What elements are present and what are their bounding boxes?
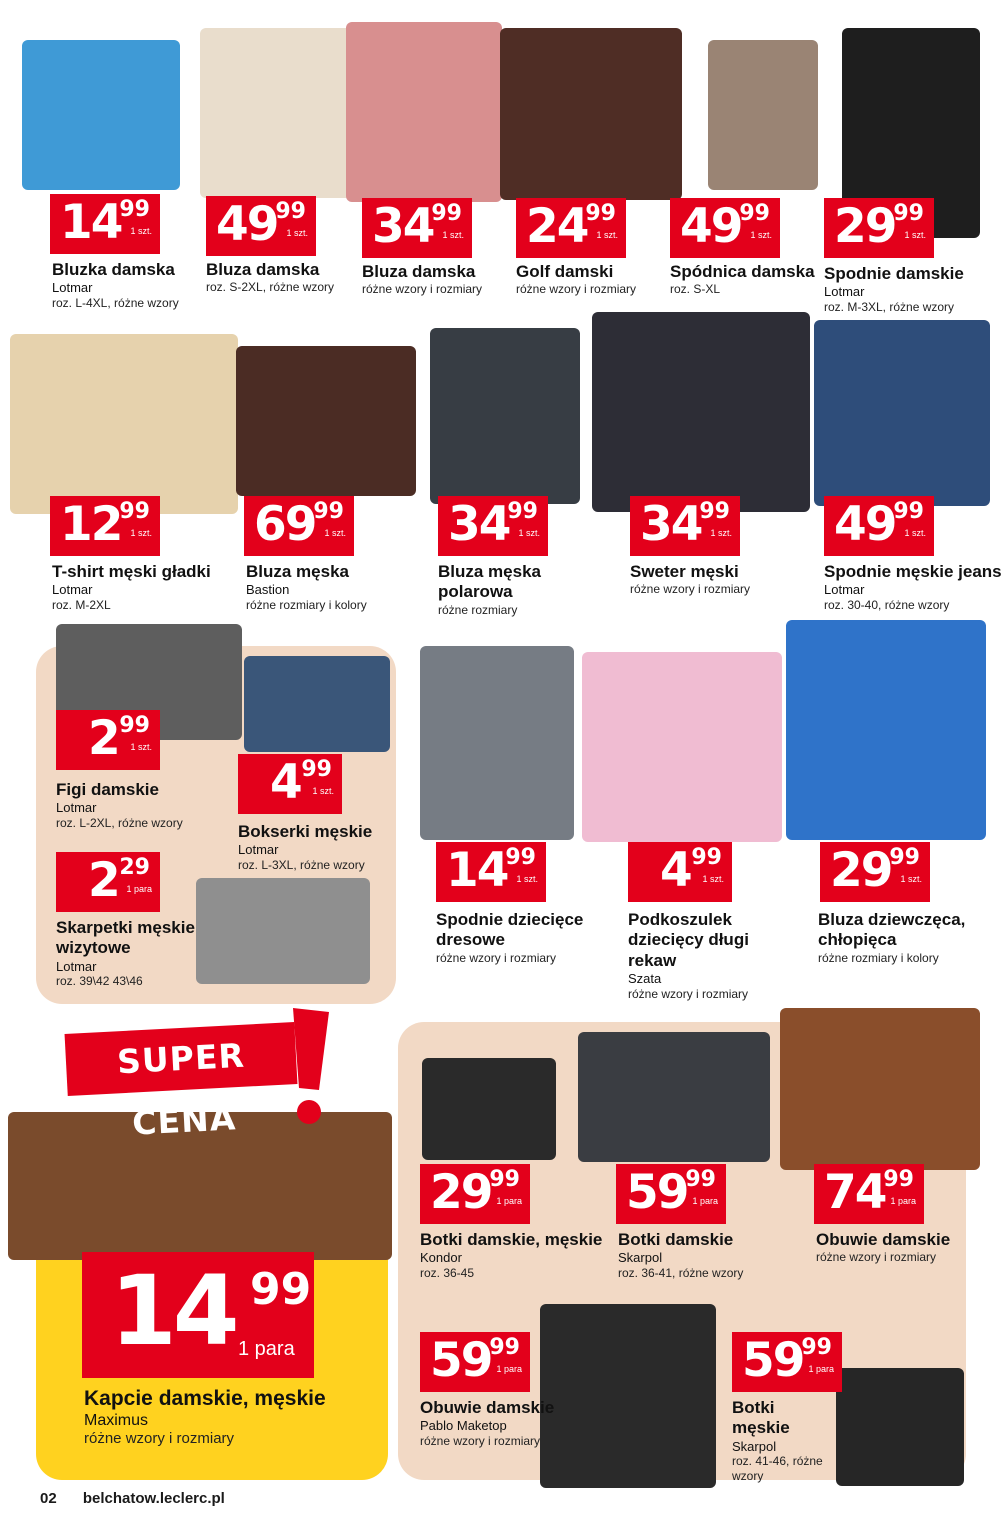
price-integer: 34 xyxy=(640,497,702,552)
product-details: różne rozmiary i kolory xyxy=(246,597,367,612)
product-image xyxy=(22,40,180,190)
price-unit: 1 szt. xyxy=(442,230,464,240)
price-fraction: 99 xyxy=(585,201,616,226)
price-fraction: 99 xyxy=(489,1335,520,1360)
price-tag xyxy=(50,194,160,254)
product-info xyxy=(438,562,578,617)
price-fraction: 99 xyxy=(739,201,770,226)
price-unit: 1 szt. xyxy=(286,228,308,238)
price-fraction: 99 xyxy=(889,845,920,870)
product-brand: Pablo Maketop xyxy=(420,1418,507,1434)
product-info xyxy=(516,262,666,297)
product-name: Obuwie damskie xyxy=(816,1230,951,1249)
product-info xyxy=(630,562,810,597)
price-tag xyxy=(436,842,546,902)
product-name: Bluza dziewczęca, chłopięca xyxy=(818,910,966,950)
product-name: Spodnie dziecięce dresowe xyxy=(436,910,584,950)
product-name: Obuwie damskie xyxy=(420,1398,555,1417)
promo-brand: Maximus xyxy=(84,1412,149,1430)
product-brand: Lotmar xyxy=(52,280,93,296)
product-details: roz. M-3XL, różne wzory xyxy=(824,299,955,314)
product-name: Spodnie damskie xyxy=(824,264,964,283)
price-integer: 12 xyxy=(60,497,122,552)
product-details: różne rozmiary i kolory xyxy=(818,950,939,965)
price-tag xyxy=(814,1164,924,1224)
product-details: różne wzory i rozmiary xyxy=(436,950,557,965)
product-details: roz. S-XL xyxy=(670,282,721,297)
super-cena-badge: SUPER CENA xyxy=(65,1022,298,1096)
price-unit: 1 para xyxy=(126,884,152,894)
price-unit: 1 para xyxy=(496,1364,522,1374)
price-fraction: 99 xyxy=(801,1335,832,1360)
product-brand: Lotmar xyxy=(56,958,97,974)
product-image xyxy=(422,1058,556,1160)
product-image xyxy=(814,320,990,506)
product-brand: Lotmar xyxy=(238,842,279,858)
product-info xyxy=(52,260,202,310)
price-unit: 1 szt. xyxy=(904,230,926,240)
price-tag xyxy=(824,198,934,258)
price-tag xyxy=(670,198,780,258)
price-integer: 29 xyxy=(834,199,896,254)
product-brand: Lotmar xyxy=(824,284,865,300)
product-details: roz. 39\42 43\46 xyxy=(56,974,143,989)
promo-price-tag xyxy=(82,1252,314,1378)
product-image xyxy=(500,28,682,200)
product-image xyxy=(10,334,238,514)
price-integer: 4 xyxy=(270,755,301,810)
price-unit: 1 szt. xyxy=(904,528,926,538)
price-tag xyxy=(420,1164,530,1224)
price-integer: 14 xyxy=(110,1255,236,1367)
price-fraction: 99 xyxy=(313,499,344,524)
product-image xyxy=(346,22,502,202)
price-tag xyxy=(50,496,160,556)
price-unit: 1 szt. xyxy=(516,874,538,884)
price-unit: 1 para xyxy=(238,1338,295,1360)
product-details: różne wzory i rozmiary xyxy=(630,582,751,597)
product-image xyxy=(578,1032,770,1162)
price-integer: 59 xyxy=(430,1333,492,1388)
product-info xyxy=(436,910,586,965)
product-details: roz. 41-46, różne wzory xyxy=(732,1454,823,1483)
product-name: Spodnie męskie jeans xyxy=(824,562,1002,581)
product-info xyxy=(206,260,356,295)
price-tag xyxy=(628,842,732,902)
price-fraction: 99 xyxy=(685,1167,716,1192)
price-fraction: 99 xyxy=(275,199,306,224)
product-brand: Lotmar xyxy=(52,582,93,598)
price-integer: 14 xyxy=(446,843,508,898)
product-image xyxy=(540,1304,716,1488)
price-integer: 34 xyxy=(372,199,434,254)
product-brand: Skarpol xyxy=(732,1438,777,1454)
product-info xyxy=(824,264,994,314)
product-details: roz. L-4XL, różne wzory xyxy=(52,295,179,310)
product-image xyxy=(236,346,416,496)
product-info xyxy=(52,562,232,612)
price-integer: 14 xyxy=(60,195,122,250)
footer xyxy=(40,1490,247,1507)
product-name: Bluza męska xyxy=(246,562,349,581)
price-integer: 74 xyxy=(824,1165,886,1220)
product-name: Botki damskie, męskie xyxy=(420,1230,603,1249)
product-info xyxy=(56,780,226,830)
price-unit: 1 para xyxy=(890,1196,916,1206)
price-unit: 1 szt. xyxy=(130,226,152,236)
price-unit: 1 szt. xyxy=(130,528,152,538)
price-fraction: 29 xyxy=(119,855,150,880)
price-unit: 1 para xyxy=(692,1196,718,1206)
product-details: roz. L-3XL, różne wzory xyxy=(238,857,365,872)
product-info xyxy=(420,1230,610,1280)
product-details: roz. S-2XL, różne wzory xyxy=(206,280,335,295)
price-tag xyxy=(420,1332,530,1392)
product-image xyxy=(708,40,818,190)
price-integer: 29 xyxy=(430,1165,492,1220)
product-info xyxy=(628,910,768,1001)
price-unit: 1 szt. xyxy=(312,786,334,796)
product-name: Bluza damska xyxy=(206,260,320,279)
product-info xyxy=(816,1230,986,1265)
price-integer: 59 xyxy=(742,1333,804,1388)
product-brand: Szata xyxy=(628,971,662,987)
price-tag xyxy=(238,754,342,814)
product-info xyxy=(56,918,206,989)
price-unit: 1 szt. xyxy=(130,742,152,752)
price-tag xyxy=(56,710,160,770)
product-image xyxy=(786,620,986,840)
price-unit: 1 szt. xyxy=(702,874,724,884)
price-tag xyxy=(206,196,316,256)
product-brand: Skarpol xyxy=(618,1250,663,1266)
product-name: Sweter męski xyxy=(630,562,739,581)
price-fraction: 99 xyxy=(699,499,730,524)
product-info xyxy=(818,910,996,965)
page-number: 02 xyxy=(40,1490,57,1507)
product-details: roz. M-2XL xyxy=(52,597,111,612)
product-info xyxy=(238,822,388,872)
product-name: Bluza damska xyxy=(362,262,476,281)
price-unit: 1 szt. xyxy=(750,230,772,240)
product-name: Podkoszulek dziecięcy długi rekaw xyxy=(628,910,749,970)
price-integer: 29 xyxy=(830,843,892,898)
product-brand: Lotmar xyxy=(56,800,97,816)
product-details: roz. 36-45 xyxy=(420,1265,475,1280)
product-details: roz. L-2XL, różne wzory xyxy=(56,815,183,830)
price-tag xyxy=(630,496,740,556)
footer-site[interactable]: belchatow.leclerc.pl xyxy=(82,1490,225,1507)
price-tag xyxy=(820,842,930,902)
price-unit: 1 szt. xyxy=(900,874,922,884)
product-name: Bluzka damska xyxy=(52,260,175,279)
price-integer: 49 xyxy=(680,199,742,254)
price-unit: 1 szt. xyxy=(518,528,540,538)
price-fraction: 99 xyxy=(893,499,924,524)
price-integer: 59 xyxy=(626,1165,688,1220)
price-unit: 1 szt. xyxy=(596,230,618,240)
product-info xyxy=(362,262,512,297)
product-name: Spódnica damska xyxy=(670,262,815,281)
price-fraction: 99 xyxy=(691,845,722,870)
price-integer: 49 xyxy=(216,197,278,252)
product-name: Botki damskie xyxy=(618,1230,734,1249)
price-fraction: 99 xyxy=(883,1167,914,1192)
product-image xyxy=(780,1008,980,1170)
price-tag xyxy=(824,496,934,556)
product-info xyxy=(732,1398,832,1483)
exclamation-icon xyxy=(285,1008,331,1126)
price-unit: 1 szt. xyxy=(710,528,732,538)
price-fraction: 99 xyxy=(250,1264,312,1315)
price-fraction: 99 xyxy=(119,197,150,222)
product-image xyxy=(196,878,370,984)
product-brand: Kondor xyxy=(420,1250,462,1266)
price-fraction: 99 xyxy=(119,499,150,524)
price-fraction: 99 xyxy=(507,499,538,524)
product-details: roz. 36-41, różne wzory xyxy=(618,1265,744,1280)
price-tag xyxy=(362,198,472,258)
product-name: T-shirt męski gładki xyxy=(52,562,211,581)
price-integer: 2 xyxy=(88,711,119,766)
price-tag xyxy=(616,1164,726,1224)
price-tag xyxy=(56,852,160,912)
product-image xyxy=(430,328,580,504)
price-tag xyxy=(438,496,548,556)
promo-info xyxy=(84,1386,374,1448)
product-info xyxy=(670,262,820,297)
price-integer: 24 xyxy=(526,199,588,254)
price-integer: 34 xyxy=(448,497,510,552)
product-info xyxy=(824,562,1002,612)
price-fraction: 99 xyxy=(301,757,332,782)
price-unit: 1 para xyxy=(496,1196,522,1206)
product-details: różne wzory i rozmiary xyxy=(362,282,483,297)
product-image xyxy=(244,656,390,752)
product-image xyxy=(836,1368,964,1486)
price-tag xyxy=(732,1332,842,1392)
product-info xyxy=(618,1230,808,1280)
product-name: Botki męskie xyxy=(732,1398,790,1438)
product-brand: Lotmar xyxy=(824,582,865,598)
product-name: Bokserki męskie xyxy=(238,822,373,841)
promo-name: Kapcie damskie, męskie xyxy=(84,1387,326,1410)
price-fraction: 99 xyxy=(505,845,536,870)
product-brand: Bastion xyxy=(246,582,290,598)
product-name: Figi damskie xyxy=(56,780,159,799)
price-fraction: 99 xyxy=(431,201,462,226)
price-tag xyxy=(244,496,354,556)
price-integer: 2 xyxy=(88,853,119,908)
product-details: różne wzory i rozmiary xyxy=(516,282,637,297)
price-integer: 49 xyxy=(834,497,896,552)
product-details: różne wzory i rozmiary xyxy=(816,1250,937,1265)
product-details: roz. 30-40, różne wzory xyxy=(824,597,950,612)
product-details: różne wzory i rozmiary xyxy=(628,986,749,1001)
product-details: różne rozmiary xyxy=(438,602,518,617)
product-details: różne wzory i rozmiary xyxy=(420,1433,541,1448)
price-tag xyxy=(516,198,626,258)
product-info xyxy=(246,562,426,612)
price-unit: 1 para xyxy=(808,1364,834,1374)
price-fraction: 99 xyxy=(893,201,924,226)
product-info xyxy=(420,1398,580,1448)
product-image xyxy=(420,646,574,840)
price-integer: 69 xyxy=(254,497,316,552)
price-fraction: 99 xyxy=(119,713,150,738)
price-unit: 1 szt. xyxy=(324,528,346,538)
price-fraction: 99 xyxy=(489,1167,520,1192)
product-image xyxy=(592,312,810,512)
product-image xyxy=(582,652,782,842)
promo-details: różne wzory i rozmiary xyxy=(84,1430,235,1448)
product-name: Golf damski xyxy=(516,262,614,281)
product-name: Skarpetki męskie wizytowe xyxy=(56,918,195,958)
price-integer: 4 xyxy=(660,843,691,898)
product-name: Bluza męska polarowa xyxy=(438,562,541,602)
